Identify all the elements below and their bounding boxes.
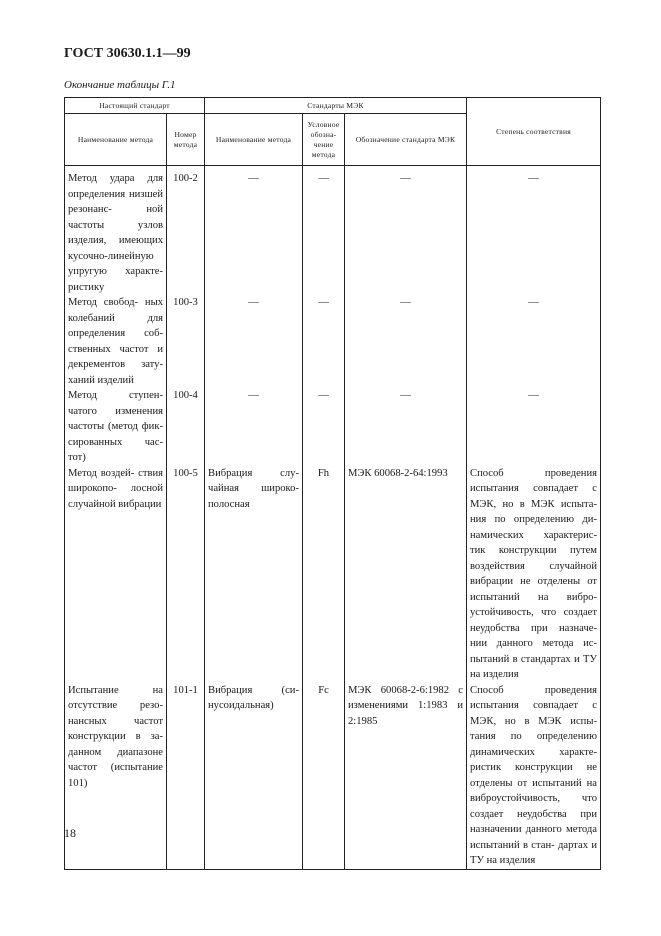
table-row <box>65 388 601 466</box>
method-number-cell: 100-4 <box>167 388 205 466</box>
column-header-iec-method-name: Наименование метода <box>205 114 303 166</box>
group-header-iec-standards: Стандарты МЭК <box>205 98 467 114</box>
symbol-cell: — <box>303 295 345 388</box>
iec-method-name-cell: Вибрация (си- нусоидальная) <box>205 683 303 870</box>
method-name-cell: Метод воздей- ствия широкопо- лосной случайной вибрации <box>65 466 167 683</box>
symbol-cell: Fc <box>303 683 345 870</box>
degree-cell: — <box>467 388 601 466</box>
iec-method-name-cell: — <box>205 295 303 388</box>
degree-cell: Способ проведения испытания совпадает с МЭК, но в МЭК испы- тания по определению динамических характе- ристик конструкции не отделены от испытаний на виброустойчивость, что создает неудобства при назначении данного метода испытаний в стан- дартах и ТУ на изделия <box>467 683 601 870</box>
iec-designation-cell: — <box>345 295 467 388</box>
column-header-method-name: Наименование метода <box>65 114 167 166</box>
table-row <box>65 295 601 388</box>
method-name-cell: Метод ступен- чатого изменения частоты (метод фик- сированных час- тот) <box>65 388 167 466</box>
method-number-cell: 101-1 <box>167 683 205 870</box>
table-row <box>65 683 601 870</box>
page-number: 18 <box>64 826 76 840</box>
iec-method-name-cell: — <box>205 388 303 466</box>
iec-designation-cell: — <box>345 166 467 296</box>
symbol-cell: — <box>303 388 345 466</box>
method-number-cell: 100-2 <box>167 166 205 296</box>
table-caption: Окончание таблицы Г.1 <box>64 79 176 91</box>
group-header-present-standard: Настоящий стандарт <box>65 98 205 114</box>
table-row <box>65 466 601 683</box>
document-header: ГОСТ 30630.1.1—99 <box>64 46 191 61</box>
iec-method-name-cell: — <box>205 166 303 296</box>
method-name-cell: Метод удара для определения низшей резонанс- ной частоты узлов изделия, имеющих кусочно-линейную упругую характе- ристику <box>65 166 167 296</box>
symbol-cell: Fh <box>303 466 345 683</box>
degree-cell: — <box>467 166 601 296</box>
table-row <box>65 166 601 296</box>
iec-method-name-cell: Вибрация слу- чайная широко- полосная <box>205 466 303 683</box>
iec-designation-cell: МЭК 60068-2-6:1982 с изменениями 1:1983 и 2:1985 <box>345 683 467 870</box>
method-name-cell: Метод свобод- ных колебаний для определения соб- ственных частот и декрементов зату- ханий изделий <box>65 295 167 388</box>
degree-cell: Способ проведения испытания совпадает с МЭК, но в МЭК испыта- ния по определению ди- намических характерис- тик конструкции путем воздействия случайной вибрации не отделены от испытаний на вибро- устойчивость, что создает неудобства при назначе- нии данного метода ис- пытаний в стандартах и ТУ на изделия <box>467 466 601 683</box>
method-number-cell: 100-3 <box>167 295 205 388</box>
degree-cell: — <box>467 295 601 388</box>
column-header-method-number: Номер метода <box>167 114 205 166</box>
column-header-symbol: Условное обозна- чение метода <box>303 114 345 166</box>
column-header-iec-designation: Обозначение стандарта МЭК <box>345 114 467 166</box>
column-header-degree: Степень соответствия <box>467 98 601 166</box>
symbol-cell: — <box>303 166 345 296</box>
iec-designation-cell: — <box>345 388 467 466</box>
iec-designation-cell: МЭК 60068-2-64:1993 <box>345 466 467 683</box>
method-name-cell: Испытание на отсутствие резо- нансных частот конструкции в за- данном диапазоне частот (испытание 101) <box>65 683 167 870</box>
method-number-cell: 100-5 <box>167 466 205 683</box>
comparison-table <box>64 97 601 870</box>
